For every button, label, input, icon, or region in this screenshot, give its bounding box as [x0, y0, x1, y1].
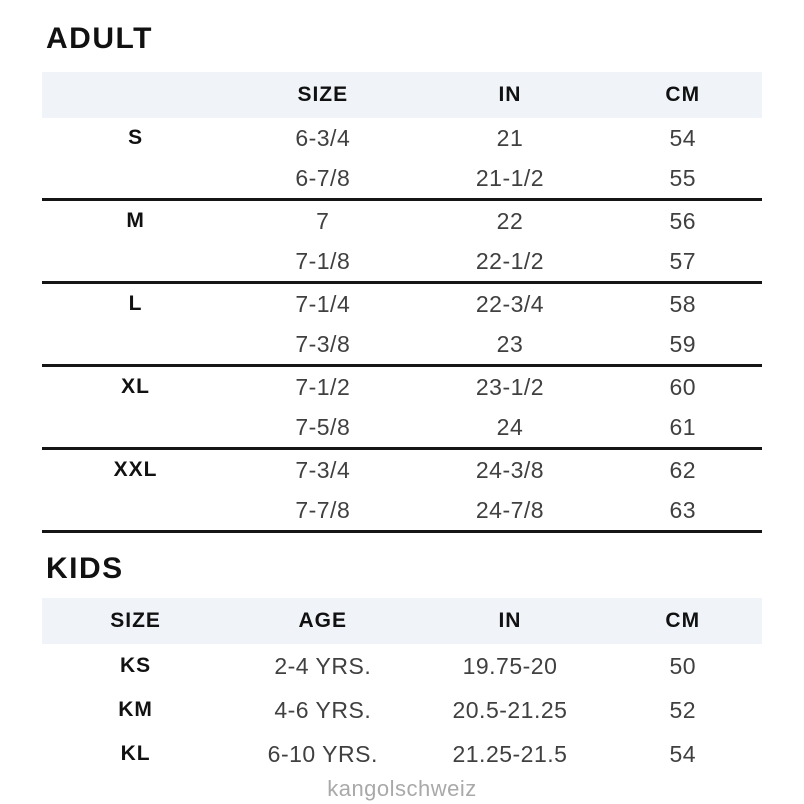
- adult-size-group-xl: [42, 367, 762, 450]
- inches-cell: 22: [496, 207, 524, 234]
- hat-size-cell: 7-3/8: [295, 330, 351, 357]
- table-row: [42, 241, 762, 281]
- table-row: [42, 201, 762, 241]
- cm-cell: 54: [669, 740, 697, 767]
- cm-cell: 56: [669, 207, 697, 234]
- adult-size-group-s: [42, 118, 762, 201]
- adult-table-body: [42, 118, 762, 533]
- table-row: [42, 284, 762, 324]
- table-row: [42, 367, 762, 407]
- table-row: [42, 644, 762, 688]
- table-row: [42, 324, 762, 364]
- kids-table-body: [42, 644, 762, 776]
- size-label-cell: KM: [118, 698, 153, 721]
- inches-cell: 21-1/2: [475, 164, 545, 191]
- cm-cell: 54: [669, 124, 697, 151]
- table-row: [42, 490, 762, 530]
- cm-cell: 52: [669, 696, 697, 723]
- hat-size-cell: 6-3/4: [295, 124, 351, 151]
- kids-size-table: [42, 598, 762, 776]
- adult-header-cell: CM: [665, 83, 701, 106]
- inches-cell: 21.25-21.5: [452, 740, 568, 767]
- cm-cell: 63: [669, 496, 697, 523]
- cm-cell: 57: [669, 247, 697, 274]
- size-label-cell: S: [128, 126, 144, 149]
- size-label-cell: M: [126, 209, 145, 232]
- adult-size-table: [42, 72, 762, 533]
- adult-size-group-xxl: [42, 450, 762, 533]
- inches-cell: 23-1/2: [475, 373, 545, 400]
- age-cell: 4-6 YRS.: [274, 696, 372, 723]
- hat-size-cell: 7-1/4: [295, 290, 351, 317]
- hat-size-cell: 7-1/2: [295, 373, 351, 400]
- hat-size-cell: 7-7/8: [295, 496, 351, 523]
- inches-cell: 23: [496, 330, 524, 357]
- age-cell: 6-10 YRS.: [267, 740, 378, 767]
- inches-cell: 22-3/4: [475, 290, 545, 317]
- table-row: [42, 450, 762, 490]
- adult-size-group-m: [42, 201, 762, 284]
- cm-cell: 60: [669, 373, 697, 400]
- hat-size-cell: 7-5/8: [295, 413, 351, 440]
- inches-cell: 19.75-20: [462, 652, 558, 679]
- hat-size-cell: 7-1/8: [295, 247, 351, 274]
- inches-cell: 20.5-21.25: [452, 696, 568, 723]
- size-label-cell: L: [128, 292, 143, 315]
- inches-cell: 24: [496, 413, 524, 440]
- size-label-cell: XL: [121, 375, 151, 398]
- cm-cell: 55: [669, 164, 697, 191]
- inches-cell: 24-7/8: [475, 496, 545, 523]
- size-label-cell: XXL: [113, 458, 158, 481]
- inches-cell: 24-3/8: [475, 456, 545, 483]
- kids-table-header-row: [42, 598, 762, 644]
- cm-cell: 59: [669, 330, 697, 357]
- adult-header-cell: IN: [498, 83, 522, 106]
- kids-header-cell: SIZE: [110, 609, 161, 632]
- hat-size-cell: 6-7/8: [295, 164, 351, 191]
- cm-cell: 58: [669, 290, 697, 317]
- cm-cell: 62: [669, 456, 697, 483]
- cm-cell: 61: [669, 413, 697, 440]
- site-watermark: kangolschweiz: [327, 776, 477, 801]
- inches-cell: 22-1/2: [475, 247, 545, 274]
- kids-header-cell: AGE: [298, 609, 348, 632]
- table-row: [42, 118, 762, 158]
- kids-header-cell: IN: [498, 609, 522, 632]
- table-row: [42, 158, 762, 198]
- adult-table-header-row: [42, 72, 762, 118]
- table-row: [42, 688, 762, 732]
- size-label-cell: KL: [120, 742, 151, 765]
- adult-section-title: ADULT: [46, 22, 153, 55]
- table-row: [42, 732, 762, 776]
- inches-cell: 21: [496, 124, 524, 151]
- kids-header-cell: CM: [665, 609, 701, 632]
- adult-size-group-l: [42, 284, 762, 367]
- cm-cell: 50: [669, 652, 697, 679]
- table-row: [42, 407, 762, 447]
- hat-size-cell: 7-3/4: [295, 456, 351, 483]
- adult-header-cell: SIZE: [297, 83, 349, 106]
- size-label-cell: KS: [120, 654, 152, 677]
- kids-section-title: KIDS: [46, 552, 124, 585]
- hat-size-cell: 7: [316, 207, 330, 234]
- age-cell: 2-4 YRS.: [274, 652, 372, 679]
